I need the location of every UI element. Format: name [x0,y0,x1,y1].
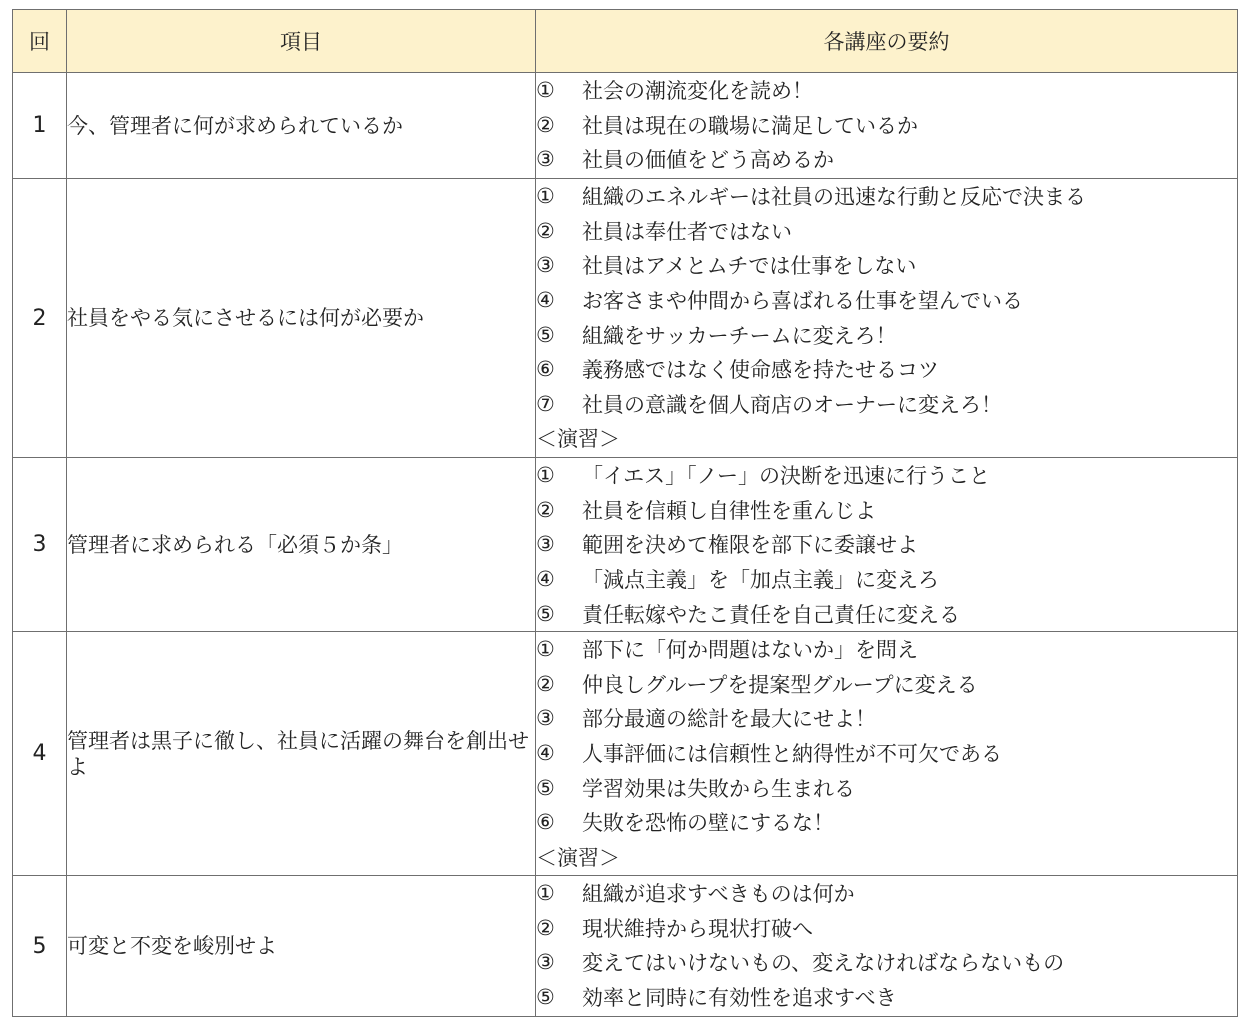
header-number: 回 [13,10,67,73]
point-number-mark: ③ [536,253,555,278]
session-number: 4 [13,632,67,876]
table-row [13,876,1238,1017]
summary-point [536,108,1237,143]
session-topic: 社員をやる気にさせるには何が必要か [67,179,536,458]
point-number-mark: ② [536,497,555,522]
summary-point [536,562,1237,597]
summary-point [536,458,1237,493]
table-body [13,73,1238,1017]
point-number-mark: ① [536,463,555,488]
summary-point [536,283,1237,318]
header-summary: 各講座の要約 [536,10,1238,73]
point-number-mark: ② [536,112,555,137]
point-text: お客さまや仲間から喜ばれる仕事を望んでいる [582,289,1023,314]
point-number-mark: ⑤ [536,775,555,800]
point-number-mark: ⑥ [536,810,555,835]
point-number-mark: ② [536,671,555,696]
exercise-label: ＜演習＞ [536,845,620,870]
point-text: 責任転嫁やたこ責任を自己責任に変える [582,602,960,627]
summary-point [536,911,1237,946]
point-number-mark: ④ [536,741,555,766]
point-number-mark: ① [536,637,555,662]
point-number-mark: ① [536,881,555,906]
summary-point [536,73,1237,108]
point-number-mark: ⑤ [536,985,555,1010]
point-text: 部下に「何か問題はないか」を問え [582,638,918,663]
summary-point [536,387,1237,422]
point-text: 組織のエネルギーは社員の迅速な行動と反応で決まる [582,185,1086,210]
point-number-mark: ③ [536,706,555,731]
exercise-label: ＜演習＞ [536,427,620,452]
table-row [13,632,1238,876]
point-text: 義務感ではなく使命感を持たせるコツ [582,358,939,383]
point-text: 現状維持から現状打破へ [582,916,813,941]
point-text: 組織が追求すべきものは何か [582,882,855,907]
point-number-mark: ④ [536,567,555,592]
summary-point [536,596,1237,631]
point-text: 人事評価には信頼性と納得性が不可欠である [582,742,1002,767]
summary-point [536,632,1237,667]
session-number: 5 [13,876,67,1017]
summary-point [536,770,1237,805]
point-text: 社員を信頼し自律性を重んじよ [582,498,876,523]
session-number: 3 [13,458,67,632]
summary-point [536,179,1237,214]
summary-point [536,214,1237,249]
point-text: 仲良しグループを提案型グループに変える [582,672,978,697]
point-text: 社員の意識を個人商店のオーナーに変えろ！ [582,392,1002,417]
point-text: 社員はアメとムチでは仕事をしない [582,254,917,279]
point-text: 社員の価値をどう高めるか [582,148,834,173]
summary-point [536,248,1237,283]
session-summary [536,179,1238,458]
point-number-mark: ① [536,184,555,209]
session-summary [536,73,1238,179]
point-text: 社員は奉仕者ではない [582,219,792,244]
course-summary-table [12,9,1238,1017]
point-text: 効率と同時に有効性を追求すべき [582,986,897,1011]
session-summary [536,632,1238,876]
summary-point [536,317,1237,352]
session-topic: 可変と不変を峻別せよ [67,876,536,1017]
session-topic: 管理者は黒子に徹し、社員に活躍の舞台を創出せよ [67,632,536,876]
table-header [13,10,1238,73]
point-number-mark: ④ [536,288,555,313]
summary-point [536,945,1237,980]
point-number-mark: ③ [536,950,555,975]
point-number-mark: ② [536,915,555,940]
table-row [13,179,1238,458]
point-text: 部分最適の総計を最大にせよ！ [582,707,876,732]
table-row [13,73,1238,179]
summary-point [536,527,1237,562]
session-topic: 今、管理者に何が求められているか [67,73,536,179]
summary-point [536,876,1237,911]
summary-point [536,142,1237,177]
point-text: 変えてはいけないもの、変えなければならないもの [582,951,1065,976]
point-number-mark: ③ [536,147,555,172]
summary-point [536,805,1237,840]
summary-point [536,980,1237,1015]
header-item: 項目 [67,10,536,73]
point-text: 「減点主義」を「加点主義」に変えろ [582,568,939,593]
session-summary [536,876,1238,1017]
summary-point [536,701,1237,736]
session-number: 2 [13,179,67,458]
summary-point [536,667,1237,702]
point-number-mark: ⑤ [536,601,555,626]
point-number-mark: ⑦ [536,391,555,416]
point-number-mark: ② [536,218,555,243]
point-text: 失敗を恐怖の壁にするな！ [582,811,834,836]
point-number-mark: ⑤ [536,322,555,347]
table-row [13,458,1238,632]
point-number-mark: ③ [536,532,555,557]
session-summary [536,458,1238,632]
summary-point [536,352,1237,387]
session-topic: 管理者に求められる「必須５か条」 [67,458,536,632]
point-text: 学習効果は失敗から生まれる [582,776,855,801]
session-number: 1 [13,73,67,179]
point-number-mark: ⑥ [536,357,555,382]
point-text: 「イエス」「ノー」の決断を迅速に行うこと [582,464,991,489]
point-text: 社会の潮流変化を読め！ [582,79,813,104]
point-text: 範囲を決めて権限を部下に委譲せよ [582,533,918,558]
summary-point [536,493,1237,528]
point-text: 組織をサッカーチームに変えろ！ [582,323,897,348]
summary-point [536,736,1237,771]
point-text: 社員は現在の職場に満足しているか [582,113,918,138]
point-number-mark: ① [536,78,555,103]
